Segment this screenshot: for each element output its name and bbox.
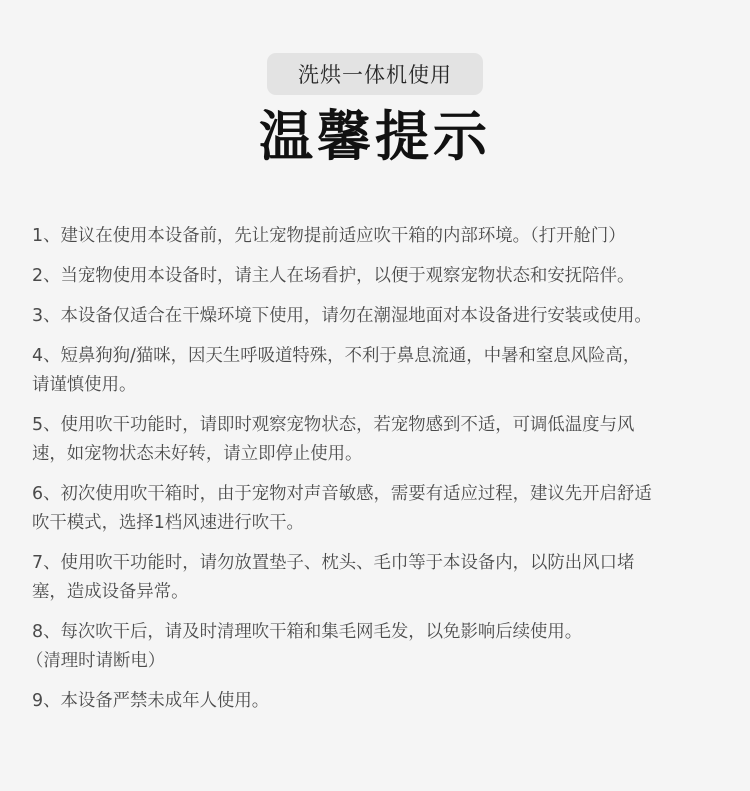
tips-list: [26, 222, 732, 727]
tip-item: [32, 262, 732, 291]
tip-line: 7、使用吹干功能时，请勿放置垫子、枕头、毛巾等于本设备内，以防出风口堵: [32, 553, 635, 573]
tip-line: 1、建议在使用本设备前，先让宠物提前适应吹干箱的内部环境。（打开舱门）: [32, 226, 626, 246]
tip-line: （清理时请断电）: [26, 651, 166, 671]
tip-line: 吹干模式，选择1档风速进行吹干。: [32, 513, 304, 533]
product-badge: [267, 53, 483, 95]
tip-item: [32, 222, 732, 251]
product-badge-label: 洗烘一体机使用: [298, 63, 452, 87]
tip-line: 请谨慎使用。: [32, 375, 137, 395]
tip-line: 9、本设备严禁未成年人使用。: [32, 691, 270, 711]
tip-line: 2、当宠物使用本设备时，请主人在场看护，以便于观察宠物状态和安抚陪伴。: [32, 266, 635, 286]
tip-line: 6、初次使用吹干箱时，由于宠物对声音敏感，需要有适应过程，建议先开启舒适: [32, 484, 652, 504]
page-title: 温馨提示: [259, 105, 491, 168]
tip-line: 3、本设备仅适合在干燥环境下使用，请勿在潮湿地面对本设备进行安装或使用。: [32, 306, 652, 326]
tip-item: [32, 411, 732, 469]
tip-item: [32, 480, 732, 538]
tip-item: [32, 302, 732, 331]
tip-item: [32, 549, 732, 607]
tip-item: [32, 342, 732, 400]
tip-line: 塞，造成设备异常。: [32, 582, 189, 602]
tip-line: 8、每次吹干后，请及时清理吹干箱和集毛网毛发，以免影响后续使用。: [32, 622, 583, 642]
tip-line: 速，如宠物状态未好转，请立即停止使用。: [32, 444, 363, 464]
tip-line: 4、短鼻狗狗/猫咪，因天生呼吸道特殊，不利于鼻息流通，中暑和窒息风险高，: [32, 346, 641, 366]
tip-item: [26, 618, 732, 676]
tip-item: [32, 687, 732, 716]
tip-line: 5、使用吹干功能时，请即时观察宠物状态，若宠物感到不适，可调低温度与风: [32, 415, 635, 435]
